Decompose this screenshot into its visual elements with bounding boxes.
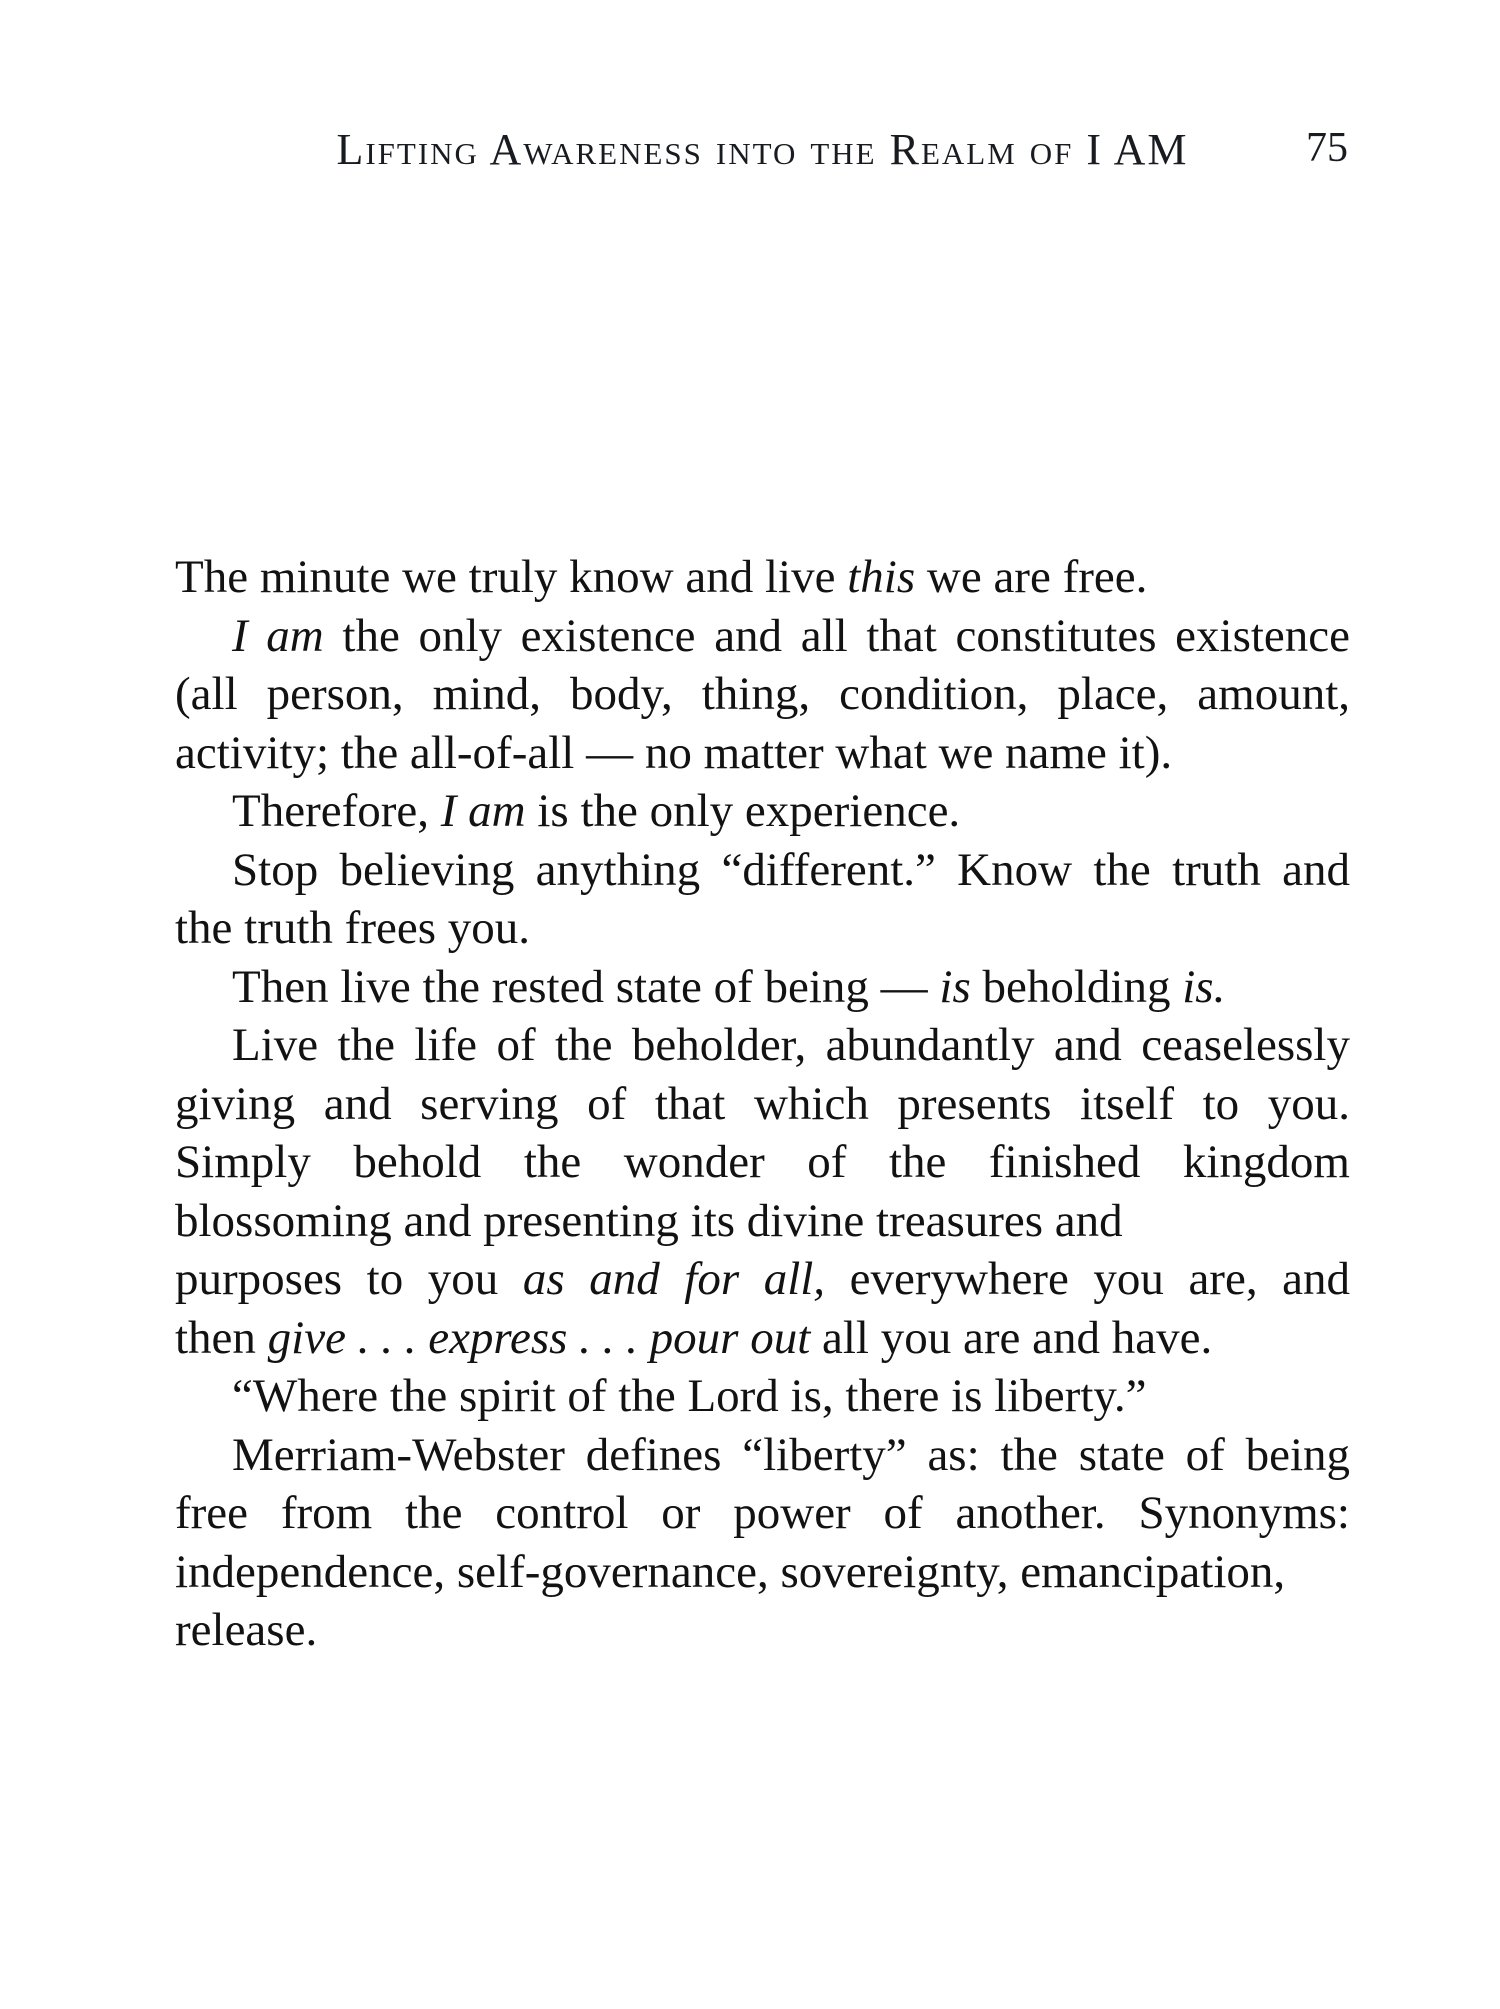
text-segment: Live the life of the beholder, abundantly and ceaselessly: [232, 1019, 1350, 1071]
italic-text-segment: this: [847, 551, 916, 603]
italic-text-segment: is.: [1182, 960, 1226, 1013]
text-segment: purposes to you: [175, 1253, 523, 1305]
italic-text-segment: give . . . express . . . pour out: [267, 1311, 811, 1364]
text-line: [175, 1250, 1350, 1309]
running-head-title: Lifting Awareness into the Realm of I AM: [336, 125, 1189, 174]
page-number: 75: [1306, 125, 1348, 171]
text-segment: then: [175, 1311, 268, 1364]
italic-text-segment: I am: [440, 785, 526, 837]
running-head: [175, 124, 1350, 175]
text-segment: Merriam-Webster defines “liberty” as: the state of being: [232, 1428, 1350, 1481]
text-line: [175, 665, 1350, 724]
text-segment: all you are and have.: [810, 1311, 1213, 1364]
text-segment: independence, self-governance, sovereignty, emancipation,: [175, 1545, 1286, 1598]
text-segment: the truth frees you.: [175, 902, 531, 954]
text-line: [175, 899, 1350, 958]
italic-text-segment: I am: [232, 609, 324, 662]
text-line: [175, 1426, 1350, 1485]
text-segment: Then live the rested state of being —: [232, 960, 940, 1013]
text-segment: (all person, mind, body, thing, condition, place, amount,: [175, 668, 1350, 720]
text-line: [175, 1192, 1350, 1251]
text-segment: The minute we truly know and live: [175, 551, 848, 603]
text-line: [175, 1133, 1350, 1192]
text-line: [175, 1075, 1350, 1134]
text-segment: the only existence and all that constitutes existence: [323, 609, 1350, 662]
text-segment: everywhere you are, and: [825, 1253, 1350, 1305]
text-segment: Simply behold the wonder of the finished kingdom: [175, 1136, 1350, 1188]
text-segment: Stop believing anything “different.” Know the truth and: [232, 843, 1350, 896]
text-line: [175, 1484, 1350, 1543]
text-line: [175, 1309, 1350, 1368]
text-segment: free from the control or power of another. Synonyms:: [175, 1487, 1350, 1539]
text-segment: Therefore,: [232, 785, 441, 837]
text-segment: “Where the spirit of the Lord is, there is liberty.”: [232, 1370, 1147, 1422]
text-line: [175, 782, 1350, 841]
text-line: [175, 1601, 1350, 1660]
italic-text-segment: as and for all,: [522, 1253, 826, 1305]
text-segment: activity; the all-of-all — no matter what we name it).: [175, 726, 1173, 779]
text-segment: we are free.: [915, 551, 1148, 603]
text-segment: is the only experience.: [525, 785, 961, 837]
text-line: [175, 724, 1350, 783]
text-line: [175, 548, 1350, 607]
italic-text-segment: is: [939, 960, 971, 1013]
text-segment: blossoming and presenting its divine treasures and: [175, 1194, 1123, 1247]
text-segment: beholding: [970, 960, 1183, 1013]
text-segment: giving and serving of that which presents itself to you.: [175, 1077, 1350, 1130]
text-line: [175, 607, 1350, 666]
text-line: [175, 1543, 1350, 1602]
body-text: [175, 548, 1350, 1660]
text-line: [175, 1367, 1350, 1426]
text-segment: release.: [175, 1604, 318, 1656]
text-line: [175, 1016, 1350, 1075]
text-line: [175, 841, 1350, 900]
text-line: [175, 958, 1350, 1017]
